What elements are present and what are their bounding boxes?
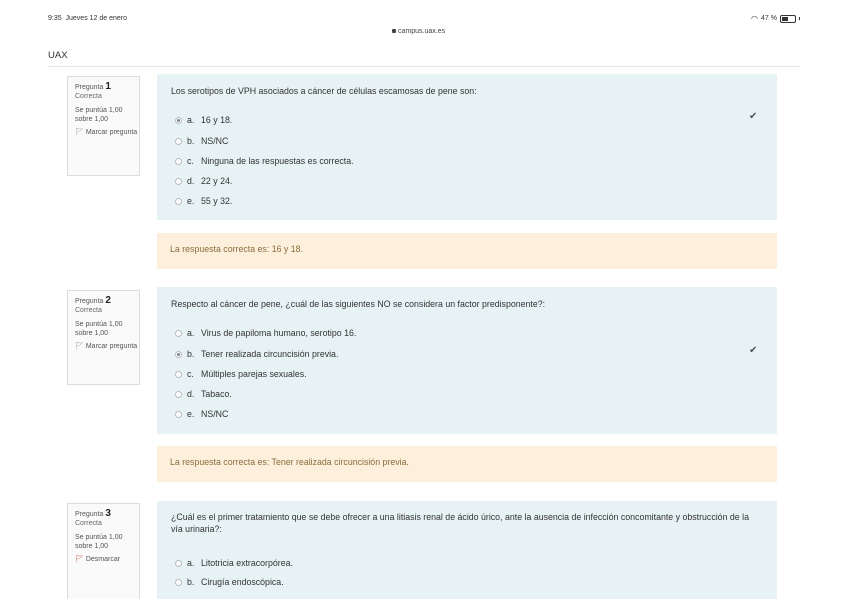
feedback-box: La respuesta correcta es: 16 y 18.	[157, 233, 777, 269]
status-bar	[0, 0, 848, 46]
question-text: ¿Cuál es el primer tratamiento que se debe ofrecer a una litiasis renal de ácido úrico, ante la ausencia de infección concomitante y obstrucción de la vía urinaria?:	[171, 512, 749, 534]
question-text: Respecto al cáncer de pene, ¿cuál de las siguientes NO se considera un factor predisponente?:	[171, 299, 546, 309]
answer-option-d[interactable]: d. Tabaco.	[175, 389, 232, 399]
answer-option-a[interactable]: a. 16 y 18.	[175, 115, 232, 125]
battery-fill	[782, 17, 788, 21]
radio-icon[interactable]	[175, 178, 182, 185]
status-time: 9:35	[48, 15, 62, 22]
question-number: Pregunta 3	[75, 508, 111, 519]
status-date: Jueves 12 de enero	[65, 15, 128, 22]
question-text: Los serotipos de VPH asociados a cáncer de células escamosas de pene son:	[171, 86, 477, 96]
question-number: Pregunta 1	[75, 81, 111, 92]
status-time-date	[48, 15, 127, 22]
radio-icon[interactable]	[175, 158, 182, 165]
answer-option-e[interactable]: e. 55 y 32.	[175, 196, 232, 206]
flag-icon: 🚩︎	[75, 129, 84, 136]
radio-icon[interactable]	[175, 330, 182, 337]
battery-tip	[799, 17, 800, 20]
flag-question-button[interactable]: 🚩︎ Marcar pregunta	[75, 129, 138, 136]
question-state: Correcta	[75, 307, 102, 314]
question-grade: Se puntúa 1,00 sobre 1,00	[75, 107, 123, 123]
answer-option-e[interactable]: e. NS/NC	[175, 409, 228, 419]
radio-icon[interactable]	[175, 117, 182, 124]
question-content-1	[157, 74, 777, 220]
question-state: Correcta	[75, 520, 102, 527]
radio-icon[interactable]	[175, 371, 182, 378]
question-info-3	[67, 503, 140, 599]
flag-icon: 🚩︎	[75, 556, 84, 563]
radio-icon[interactable]	[175, 138, 182, 145]
status-indicators	[751, 14, 800, 23]
answer-option-d[interactable]: d. 22 y 24.	[175, 176, 232, 186]
radio-icon[interactable]	[175, 560, 182, 567]
url-text: campus.uax.es	[398, 28, 446, 35]
question-content-2	[157, 287, 777, 434]
question-state: Correcta	[75, 93, 102, 100]
correct-check-icon: ✔	[749, 111, 758, 122]
radio-icon[interactable]	[175, 351, 182, 358]
correct-check-icon: ✔	[749, 345, 758, 356]
answer-option-c[interactable]: c. Múltiples parejas sexuales.	[175, 369, 307, 379]
question-grade: Se puntúa 1,00 sobre 1,00	[75, 321, 123, 337]
radio-icon[interactable]	[175, 411, 182, 418]
header-divider	[48, 66, 800, 67]
battery-icon	[780, 15, 796, 23]
question-info-1	[67, 76, 140, 176]
flag-question-button[interactable]: 🚩︎ Marcar pregunta	[75, 343, 138, 350]
unflag-question-button[interactable]: 🚩︎ Desmarcar	[75, 556, 121, 563]
answer-option-a[interactable]: a. Virus de papiloma humano, serotipo 16.	[175, 328, 356, 338]
lock-icon	[392, 29, 396, 33]
battery-percent: 47 %	[761, 15, 777, 22]
feedback-box: La respuesta correcta es: Tener realizada circuncisión previa.	[157, 446, 777, 482]
question-info-2	[67, 290, 140, 385]
answer-option-a[interactable]: a. Litotricia extracorpórea.	[175, 558, 293, 568]
question-grade: Se puntúa 1,00 sobre 1,00	[75, 534, 123, 550]
question-number: Pregunta 2	[75, 295, 111, 306]
answer-option-b[interactable]: b. Cirugía endoscópica.	[175, 577, 284, 587]
answer-option-c[interactable]: c. Ninguna de las respuestas es correcta.	[175, 156, 354, 166]
radio-icon[interactable]	[175, 198, 182, 205]
question-content-3	[157, 501, 777, 599]
answer-option-b[interactable]: b. Tener realizada circuncisión previa.	[175, 349, 338, 359]
radio-icon[interactable]	[175, 579, 182, 586]
app-brand[interactable]: UAX	[48, 50, 68, 61]
flag-icon: 🚩︎	[75, 343, 84, 350]
wifi-icon: ◠	[751, 14, 759, 23]
address-bar[interactable]	[392, 28, 445, 35]
radio-icon[interactable]	[175, 391, 182, 398]
answer-option-b[interactable]: b. NS/NC	[175, 136, 228, 146]
